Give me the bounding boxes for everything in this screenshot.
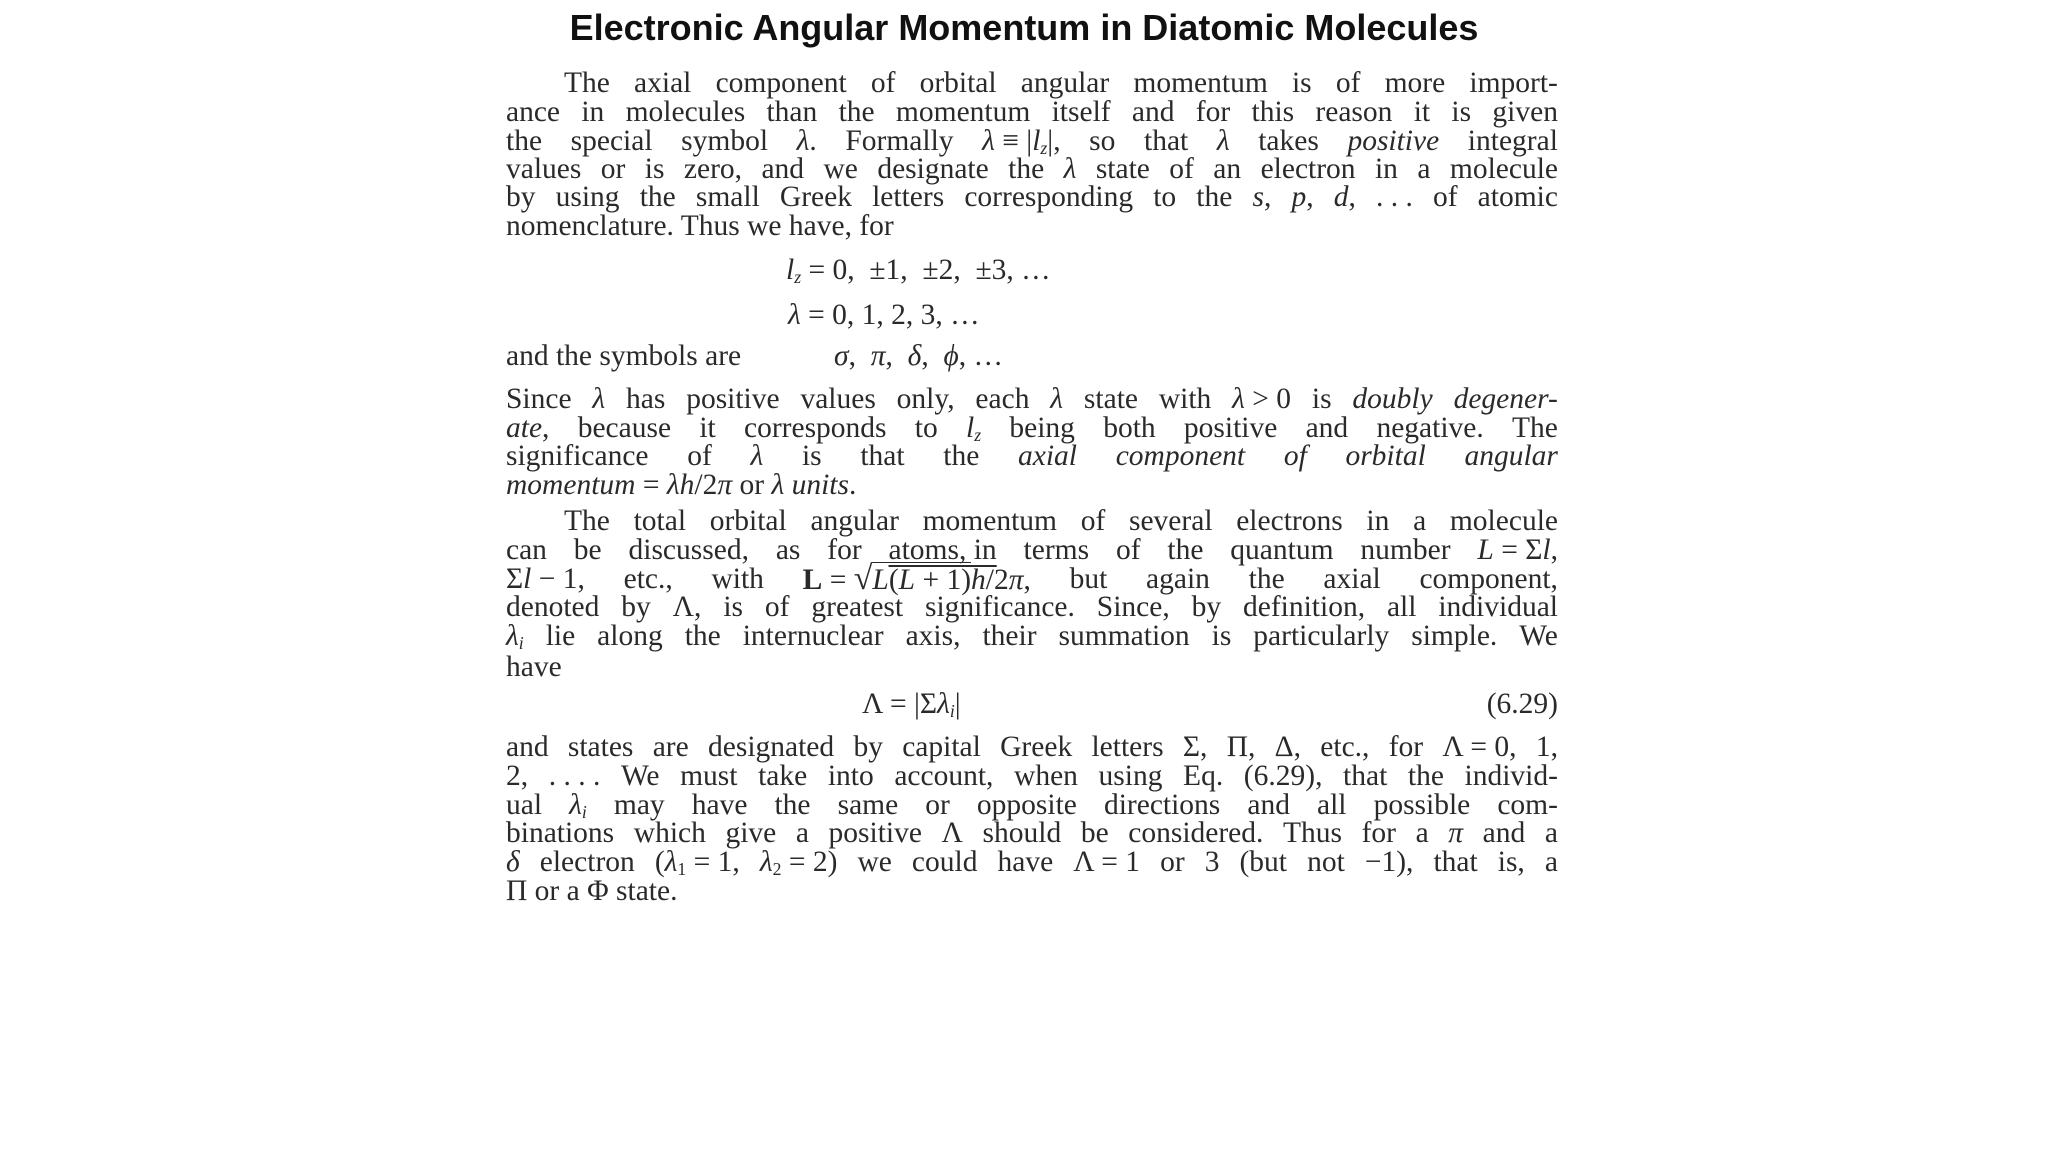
paragraph-4-line-6: Π or a Φ state. <box>506 875 678 907</box>
paragraph-3-line-5: $\lambda_i$ lie along the internuclear axis, their summation is particularly simple. We <box>506 620 1558 653</box>
equation-number: (6.29) <box>1486 688 1558 720</box>
equation-lambda: λ = 0, 1, 2, 3, … <box>788 299 980 331</box>
paragraph-1-line-3: the special symbol λ. Formally $\lambda \equiv |l_z|$, so that λ takes positive integral <box>506 125 1558 158</box>
paragraph-1-line-5: by using the small Greek letters corresponding to the s, p, d, . . . of atomic <box>506 181 1558 213</box>
paragraph-4-line-2: 2, . . . . We must take into account, when using Eq. (6.29), that the individ- <box>506 760 1558 792</box>
symbols-label: and the symbols are <box>506 340 742 372</box>
paragraph-2-line-1: Since λ has positive values only, each λ state with λ > 0 is doubly degener- <box>506 383 1558 415</box>
paragraph-1-line-1: The axial component of orbital angular momentum is of more import- <box>564 67 1558 99</box>
page-title: Electronic Angular Momentum in Diatomic Molecules <box>569 7 1479 48</box>
paragraph-2-line-4: momentum = λh/2π or λ units. <box>506 469 857 501</box>
paragraph-4-line-3: ual $\lambda_i$ may have the same or opposite directions and all possible com- <box>506 789 1558 822</box>
paragraph-4-line-5: δ electron ($\lambda_1 = 1$, $\lambda_2 = 2$) we could have Λ = 1 or 3 (but not −1), that is, a <box>506 846 1558 879</box>
paragraph-4-line-4: binations which give a positive Λ should be considered. Thus for a π and a <box>506 817 1558 849</box>
paragraph-2-line-2: ate, because it corresponds to $l_z$ being both positive and negative. The <box>506 412 1558 445</box>
paragraph-1-line-6: nomenclature. Thus we have, for <box>506 210 894 242</box>
equation-lz: $l_z = 0$, ±1, ±2, ±3, … <box>786 254 1051 287</box>
equation-Lambda: $\Lambda = |\Sigma\lambda_i|$ <box>862 688 961 721</box>
paragraph-3-line-2: can be discussed, as for atoms, in terms of the quantum number L = Σl, <box>506 534 1558 566</box>
paragraph-3-line-4: denoted by Λ, is of greatest significance. Since, by definition, all individual <box>506 591 1558 623</box>
scanned-text-page <box>506 60 1558 1152</box>
paragraph-1-line-4: values or is zero, and we designate the λ state of an electron in a molecule <box>506 153 1558 185</box>
paragraph-2-line-3: significance of λ is that the axial component of orbital angular <box>506 440 1558 472</box>
paragraph-3-line-3: Σl − 1, etc., with L = √L(L + 1)h/2π, but again the axial component, <box>506 560 1558 597</box>
paragraph-1-line-2: ance in molecules than the momentum itself and for this reason it is given <box>506 96 1558 128</box>
paragraph-3-line-6: have <box>506 651 562 683</box>
paragraph-4-line-1: and states are designated by capital Greek letters Σ, Π, Δ, etc., for Λ = 0, 1, <box>506 731 1558 763</box>
paragraph-3-line-1: The total orbital angular momentum of several electrons in a molecule <box>564 505 1558 537</box>
symbols-list: σ, π, δ, ϕ, … <box>834 340 1003 372</box>
